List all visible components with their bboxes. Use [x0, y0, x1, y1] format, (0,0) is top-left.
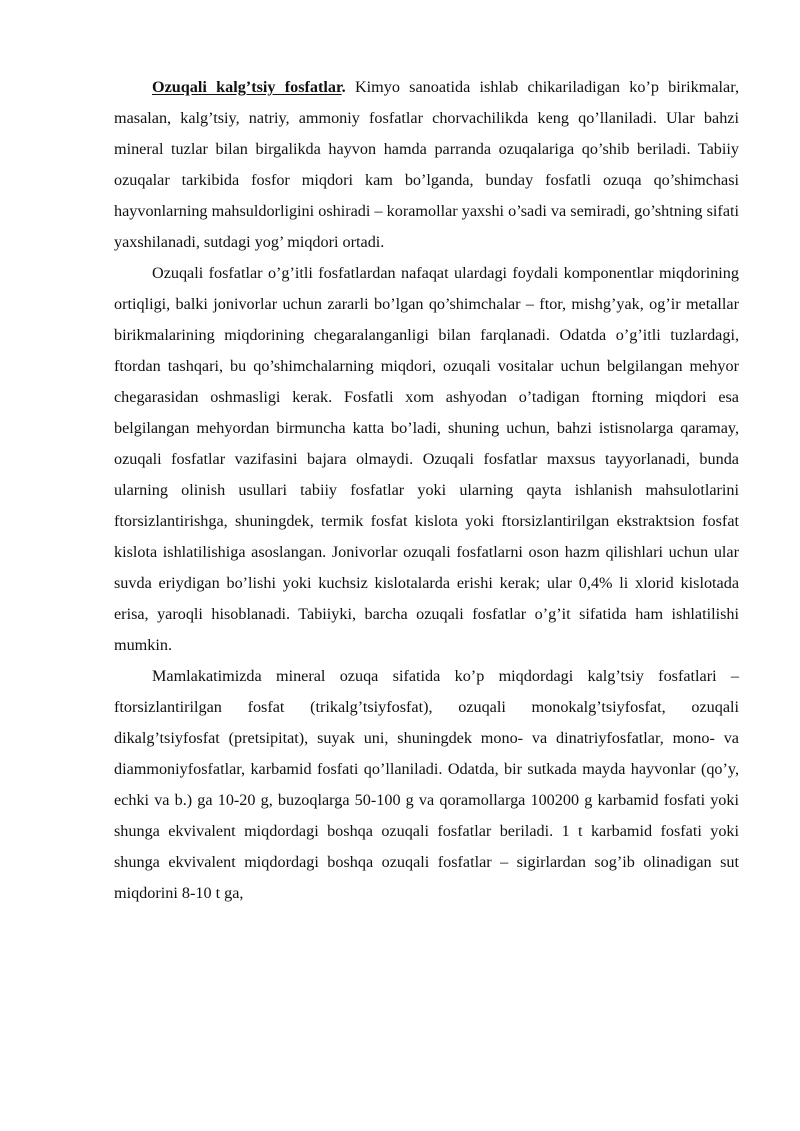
- paragraph-feed-vs-fertilizer-phosphates: [114, 258, 739, 661]
- section-heading: Ozuqali kalg’tsiy fosfatlar: [152, 78, 342, 96]
- paragraph-feed-calcium-phosphates: [114, 72, 739, 258]
- paragraph-domestic-mineral-feed: [114, 661, 739, 909]
- paragraph-text: Ozuqali fosfatlar o’g’itli fosfatlardan nafaqat ulardagi foydali komponentlar miqdorining ortiqligi, balki jonivorlar uchun zararli bo’lgan qo’shimchalar – ftor, mishg’yak, og’ir metallar birikmalarining miqdorining chegaralanganligi bilan farqlanadi. Odatda o’g’itli tuzlardagi, ftordan tashqari, bu qo’shimchalarning miqdori, ozuqali vositalar uchun belgilangan mehyor chegarasidan oshmasligi kerak. Fosfatli xom ashyodan o’tadigan ftorning miqdori esa belgilangan mehyordan birmuncha katta bo’ladi, shuning uchun, bahzi istisnolarga qaramay, ozuqali fosfatlar vazifasini bajara olmaydi. Ozuqali fosfatlar maxsus tayyorlanadi, bunda ularning olinish usullari tabiiy fosfatlar yoki ularning qayta ishlanish mahsulotlarini ftorsizlantirishga, shuningdek, termik fosfat kislota yoki ftorsizlantirilgan ekstraktsion fosfat kislota ishlatilishiga asoslangan. Jonivorlar ozuqali fosfatlarni oson hazm qilishlari uchun ular suvda eriydigan bo’lishi yoki kuchsiz kislotalarda erishi kerak; ular 0,4% li xlorid kislotada erisa, yaroqli hisoblanadi. Tabiiyki, barcha ozuqali fosfatlar o’g’it sifatida ham ishlatilishi mumkin.: [114, 264, 739, 654]
- document-page: [114, 72, 739, 909]
- paragraph-text: Kimyo sanoatida ishlab chikariladigan ko’p birikmalar, masalan, kalg’tsiy, natriy, ammoniy fosfatlar chorvachilikda keng qo’llaniladi. Ular bahzi mineral tuzlar bilan birgalikda hayvon hamda parranda ozuqalariga qo’shib beriladi. Tabiiy ozuqalar tarkibida fosfor miqdori kam bo’lganda, bunday fosfatli ozuqa qo’shimchasi hayvonlarning mahsuldorligini oshiradi – koramollar yaxshi o’sadi va semiradi, go’shtning sifati yaxshilanadi, sutdagi yog’ miqdori ortadi.: [114, 78, 740, 251]
- paragraph-text: Mamlakatimizda mineral ozuqa sifatida ko’p miqdordagi kalg’tsiy fosfatlari – ftorsizlantirilgan fosfat (trikalg’tsiyfosfat), ozuqali monokalg’tsiyfosfat, ozuqali dikalg’tsiyfosfat (pretsipitat), suyak uni, shuningdek mono- va dinatriyfosfatlar, mono- va diammoniyfosfatlar, karbamid fosfati qo’llaniladi. Odatda, bir sutkada mayda hayvonlar (qo’y, echki va b.) ga 10-20 g, buzoqlarga 50-100 g va qoramollarga 100200 g karbamid fosfati yoki shunga ekvivalent miqdordagi boshqa ozuqali fosfatlar beriladi. 1 t karbamid fosfati yoki shunga ekvivalent miqdordagi boshqa ozuqali fosfatlar – sigirlardan sog’ib olinadigan sut miqdorini 8-10 t ga,: [114, 667, 739, 902]
- heading-period: .: [341, 78, 346, 96]
